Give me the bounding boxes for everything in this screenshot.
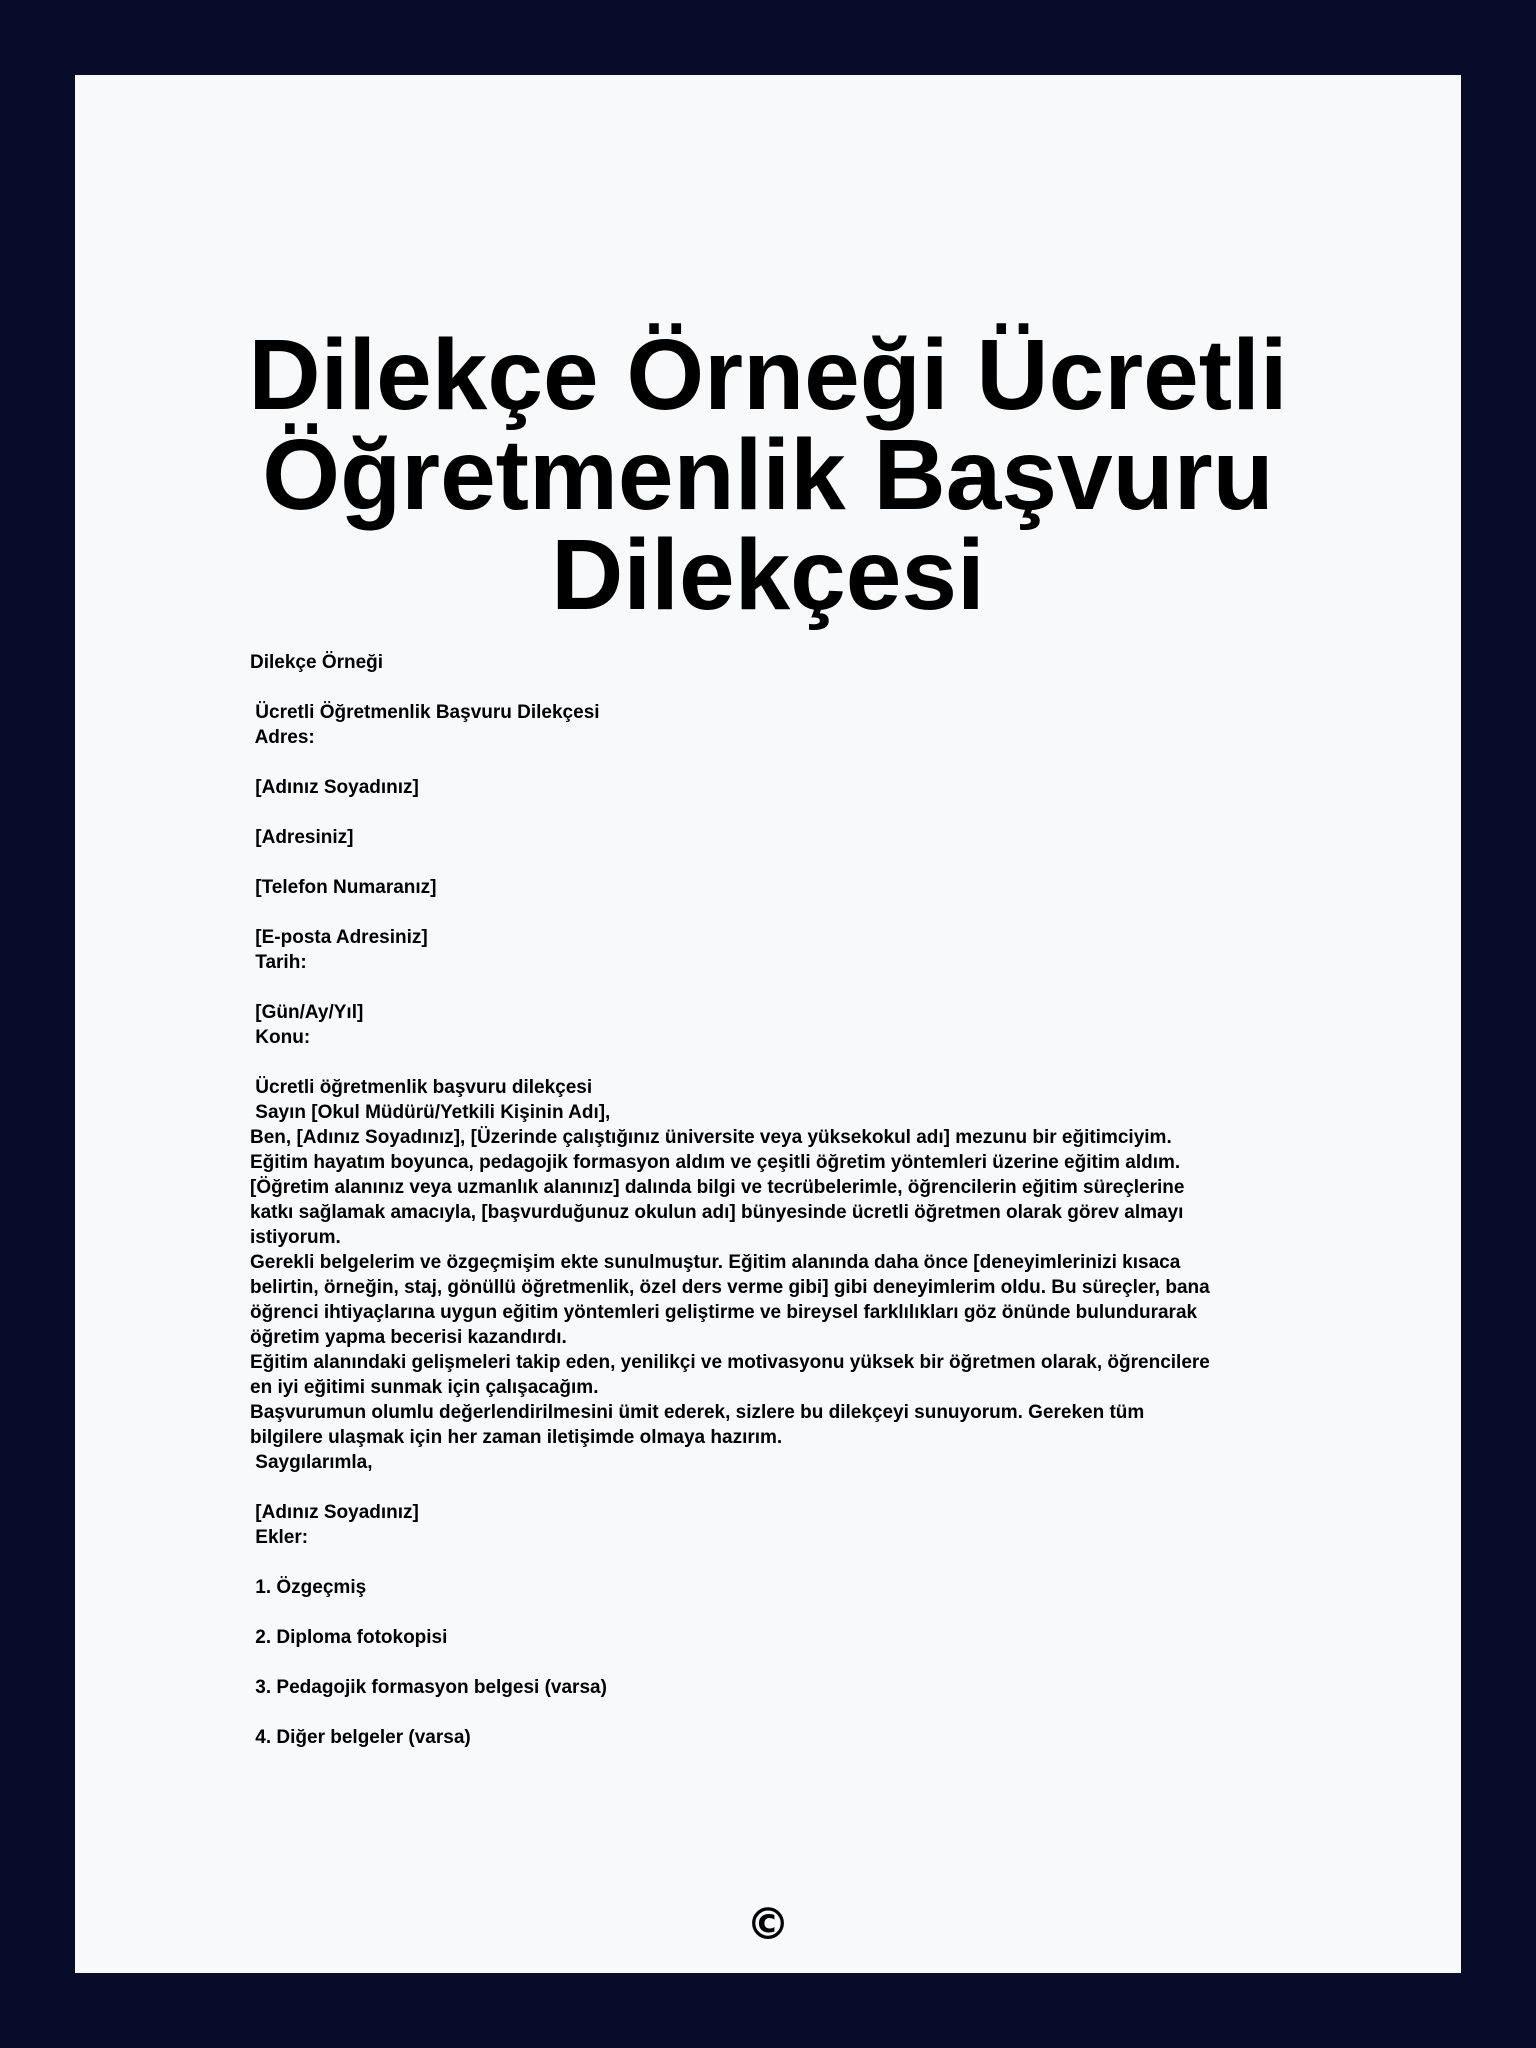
title-line: Öğretmenlik Başvuru — [262, 419, 1274, 531]
spacer — [250, 750, 1360, 775]
paragraph-line: öğrenci ihtiyaçlarına uygun eğitim yöntemleri geliştirme ve bireysel farklılıkları göz önünde bulundurarak — [250, 1302, 1198, 1323]
subject-value: Ücretli öğretmenlik başvuru dilekçesi — [250, 1077, 593, 1098]
petition-body — [250, 650, 1360, 1750]
attachment-item: 1. Özgeçmiş — [250, 1577, 367, 1598]
section-heading: Dilekçe Örneği — [250, 652, 384, 673]
paragraph-line: en iyi eğitimi sunmak için çalışacağım. — [250, 1377, 599, 1398]
date-placeholder: [Gün/Ay/Yıl] — [250, 1002, 364, 1023]
date-label: Tarih: — [250, 952, 307, 973]
phone-placeholder: [Telefon Numaranız] — [250, 877, 437, 898]
spacer — [250, 1650, 1360, 1675]
paragraph-line: bilgilere ulaşmak için her zaman iletişimde olmaya hazırım. — [250, 1427, 783, 1448]
email-placeholder: [E-posta Adresiniz] — [250, 927, 428, 948]
subject-label: Konu: — [250, 1027, 311, 1048]
salutation: Sayın [Okul Müdürü/Yetkili Kişinin Adı], — [250, 1102, 611, 1123]
paragraph-line: Başvurumun olumlu değerlendirilmesini ümit ederek, sizlere bu dilekçeyi sunuyorum. Gereken tüm — [250, 1402, 1145, 1423]
address-label: Adres: — [250, 727, 315, 748]
address-placeholder: [Adresiniz] — [250, 827, 354, 848]
spacer — [250, 1700, 1360, 1725]
closing: Saygılarımla, — [250, 1452, 373, 1473]
attachment-item: 4. Diğer belgeler (varsa) — [250, 1727, 471, 1748]
spacer — [250, 1550, 1360, 1575]
title-line: Dilekçe Örneği Ücretli — [248, 319, 1288, 431]
paragraph-line: Gerekli belgelerim ve özgeçmişim ekte sunulmuştur. Eğitim alanında daha önce [deneyimlerinizi kısaca — [250, 1252, 1181, 1273]
paragraph-line: belirtin, örneğin, staj, gönüllü öğretmenlik, özel ders verme gibi] gibi deneyimlerim oldu. Bu süreçler, bana — [250, 1277, 1210, 1298]
spacer — [250, 1050, 1360, 1075]
paragraph-line: istiyorum. — [250, 1227, 341, 1248]
spacer — [250, 850, 1360, 875]
copyright-icon: © — [746, 1899, 790, 1950]
paragraph-line: Ben, [Adınız Soyadınız], [Üzerinde çalıştığınız üniversite veya yüksekokul adı] mezunu bir eğitimciyim. — [250, 1127, 1172, 1148]
attachment-item: 3. Pedagojik formasyon belgesi (varsa) — [250, 1677, 607, 1698]
title-line: Dilekçesi — [551, 519, 985, 631]
attachment-item: 2. Diploma fotokopisi — [250, 1627, 448, 1648]
paragraph-line: [Öğretim alanınız veya uzmanlık alanınız] dalında bilgi ve tecrübelerimle, öğrencilerin eğitim süreçlerine — [250, 1177, 1185, 1198]
petition-title: Ücretli Öğretmenlik Başvuru Dilekçesi — [250, 702, 600, 723]
attachments-label: Ekler: — [250, 1527, 309, 1548]
document-page — [75, 75, 1461, 1973]
paragraph-line: Eğitim hayatım boyunca, pedagojik formasyon aldım ve çeşitli öğretim yöntemleri üzerine eğitim aldım. — [250, 1152, 1181, 1173]
spacer — [250, 1475, 1360, 1500]
spacer — [250, 1600, 1360, 1625]
spacer — [250, 800, 1360, 825]
spacer — [250, 975, 1360, 1000]
paragraph-line: Eğitim alanındaki gelişmeleri takip eden, yenilikçi ve motivasyonu yüksek bir öğretmen olarak, öğrencilere — [250, 1352, 1210, 1373]
signature-placeholder: [Adınız Soyadınız] — [250, 1502, 419, 1523]
spacer — [250, 900, 1360, 925]
spacer — [250, 675, 1360, 700]
name-placeholder: [Adınız Soyadınız] — [250, 777, 419, 798]
page-title — [75, 319, 1461, 631]
paragraph-line: öğretim yapma becerisi kazandırdı. — [250, 1327, 567, 1348]
paragraph-line: katkı sağlamak amacıyla, [başvurduğunuz okulun adı] bünyesinde ücretli öğretmen olarak görev almayı — [250, 1202, 1184, 1223]
